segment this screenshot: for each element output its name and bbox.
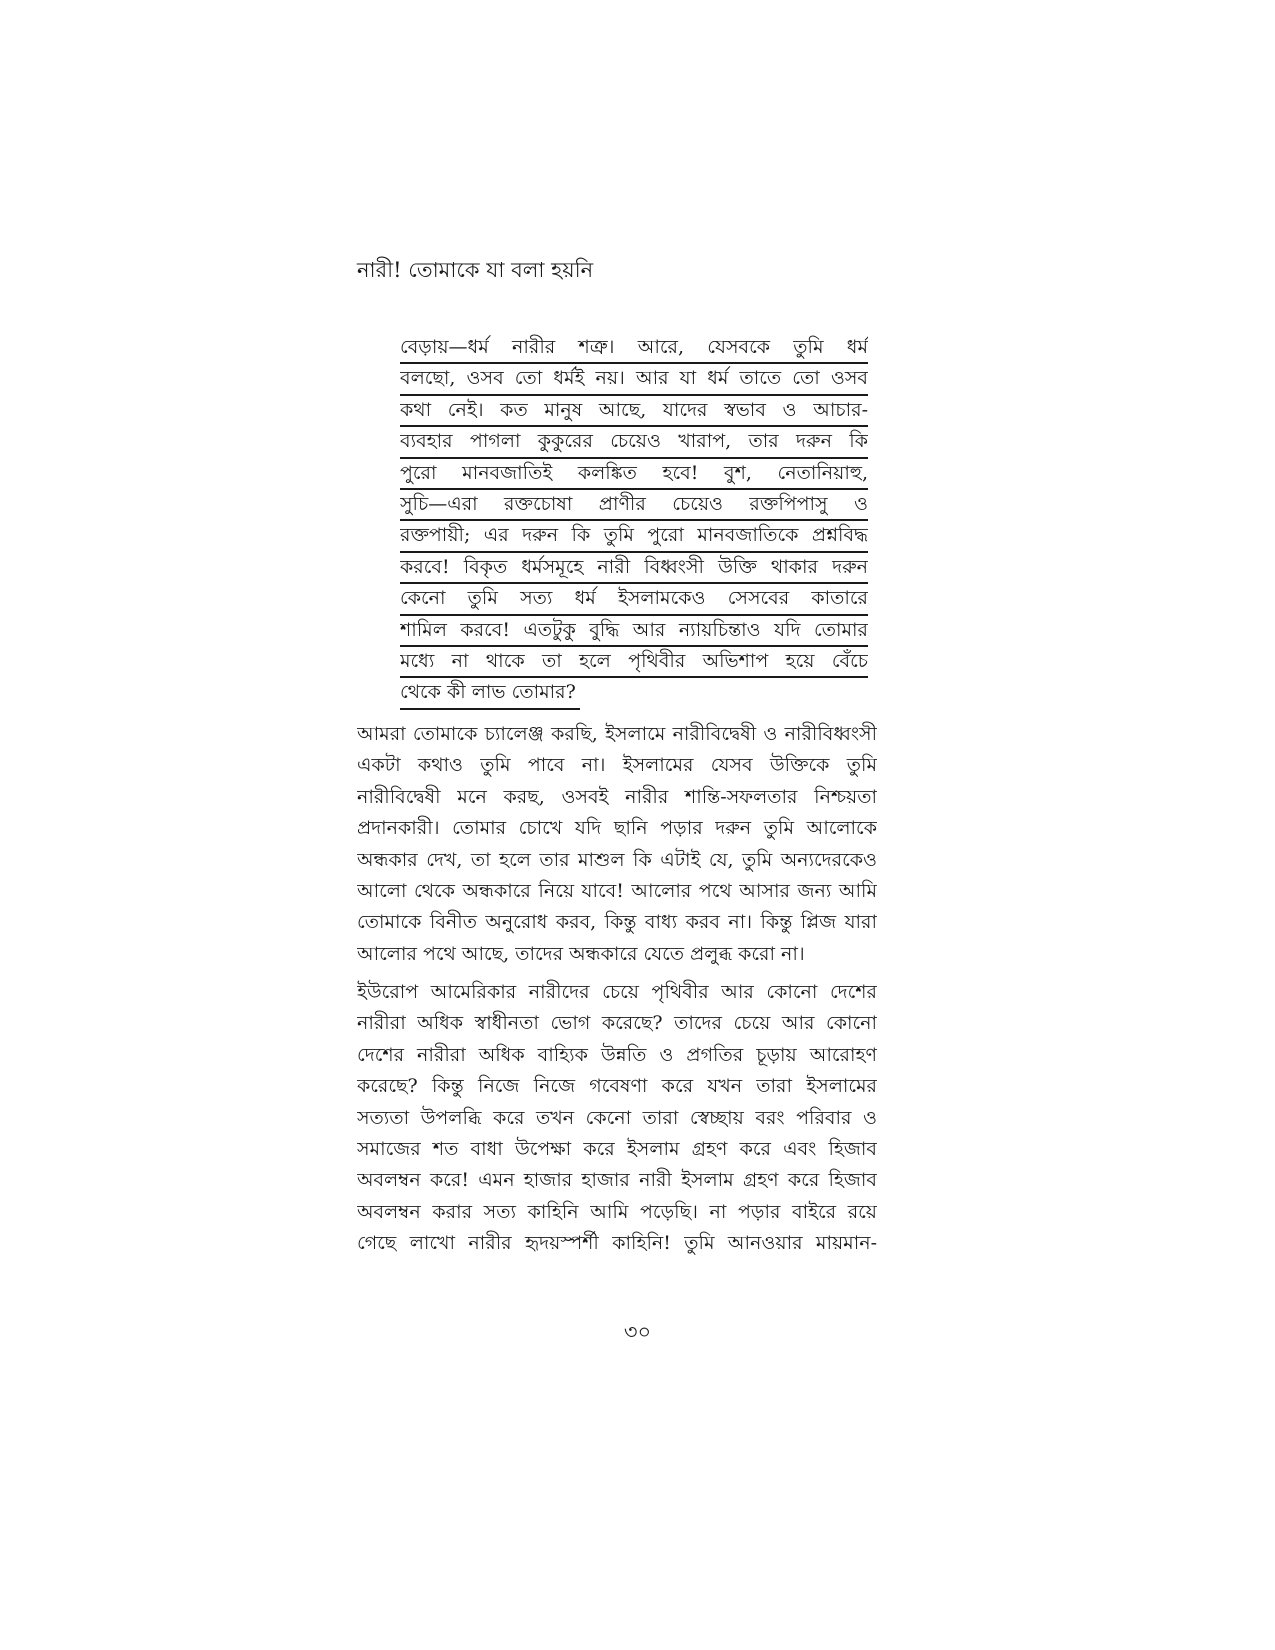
text-line: অন্ধকার দেখ, তা হলে তার মাশুল কি এটাই যে, তুমি অন্যদেরকেও — [357, 848, 877, 871]
quote-line: বলছো, ওসব তো ধর্মই নয়। আর যা ধর্ম তাতে তো ওসব — [400, 364, 868, 395]
quote-line: সুচি—এরা রক্তচোষা প্রাণীর চেয়েও রক্তপিপাসু ও — [400, 490, 868, 521]
quote-line: মধ্যে না থাকে তা হলে পৃথিবীর অভিশাপ হয়ে বেঁচে — [400, 647, 868, 678]
text-line: প্রদানকারী। তোমার চোখে যদি ছানি পড়ার দরুন তুমি আলোকে — [357, 817, 877, 840]
page-number: ৩০ — [623, 1320, 652, 1344]
underlined-quote-block — [400, 333, 868, 714]
text-line: তোমাকে বিনীত অনুরোধ করব, কিন্তু বাধ্য করব না। কিন্তু প্লিজ যারা — [357, 911, 877, 934]
paragraph-challenge — [357, 719, 877, 970]
text-line: অবলম্বন করার সত্য কাহিনি আমি পড়েছি। না পড়ার বাইরে রয়ে — [357, 1200, 877, 1223]
text-line: সত্যতা উপলব্ধি করে তখন কেনো তারা স্বেচ্ছায় বরং পরিবার ও — [357, 1106, 877, 1129]
text-line: আলোর পথে আছে, তাদের অন্ধকারে যেতে প্রলুব্ধ করো না। — [357, 942, 805, 965]
quote-line: পুরো মানবজাতিই কলঙ্কিত হবে! বুশ, নেতানিয়াহু, — [400, 459, 868, 490]
text-line: করেছে? কিন্তু নিজে নিজে গবেষণা করে যখন তারা ইসলামের — [357, 1075, 877, 1098]
text-line: আলো থেকে অন্ধকারে নিয়ে যাবে! আলোর পথে আসার জন্য আমি — [357, 879, 877, 902]
text-line: আমরা তোমাকে চ্যালেঞ্জ করছি, ইসলামে নারীবিদ্বেষী ও নারীবিধ্বংসী — [357, 723, 877, 745]
text-line: দেশের নারীরা অধিক বাহ্যিক উন্নতি ও প্রগতির চূড়ায় আরোহণ — [357, 1043, 877, 1066]
text-line: অবলম্বন করে! এমন হাজার হাজার নারী ইসলাম গ্রহণ করে হিজাব — [357, 1169, 877, 1192]
paragraph-europe-america — [357, 977, 877, 1260]
running-header: নারী! তোমাকে যা বলা হয়নি — [357, 258, 594, 282]
text-line: একটা কথাও তুমি পাবে না। ইসলামের যেসব উক্তিকে তুমি — [357, 754, 877, 777]
quote-line: বেড়ায়—ধর্ম নারীর শত্রু। আরে, যেসবকে তুমি ধর্ম — [400, 333, 868, 364]
text-line: নারীবিদ্বেষী মনে করছ, ওসবই নারীর শান্তি-সফলতার নিশ্চয়তা — [357, 785, 877, 808]
text-line: সমাজের শত বাধা উপেক্ষা করে ইসলাম গ্রহণ করে এবং হিজাব — [357, 1137, 877, 1160]
quote-line: কথা নেই। কত মানুষ আছে, যাদের স্বভাব ও আচার- — [400, 396, 868, 427]
quote-line: রক্তপায়ী; এর দরুন কি তুমি পুরো মানবজাতিকে প্রশ্নবিদ্ধ — [400, 521, 868, 552]
quote-line: করবে! বিকৃত ধর্মসমূহে নারী বিধ্বংসী উক্তি থাকার দরুন — [400, 553, 868, 584]
text-line: গেছে লাখো নারীর হৃদয়স্পর্শী কাহিনি! তুমি আনওয়ার মায়মান- — [357, 1232, 877, 1255]
quote-line: থেকে কী লাভ তোমার? — [400, 678, 580, 709]
quote-line: শামিল করবে! এতটুকু বুদ্ধি আর ন্যায়চিন্তাও যদি তোমার — [400, 616, 868, 647]
text-line: নারীরা অধিক স্বাধীনতা ভোগ করেছে? তাদের চেয়ে আর কোনো — [357, 1012, 877, 1035]
text-line: ইউরোপ আমেরিকার নারীদের চেয়ে পৃথিবীর আর কোনো দেশের — [357, 981, 877, 1003]
quote-line: কেনো তুমি সত্য ধর্ম ইসলামকেও সেসবের কাতারে — [400, 584, 868, 615]
quote-line: ব্যবহার পাগলা কুকুরের চেয়েও খারাপ, তার দরুন কি — [400, 427, 868, 458]
